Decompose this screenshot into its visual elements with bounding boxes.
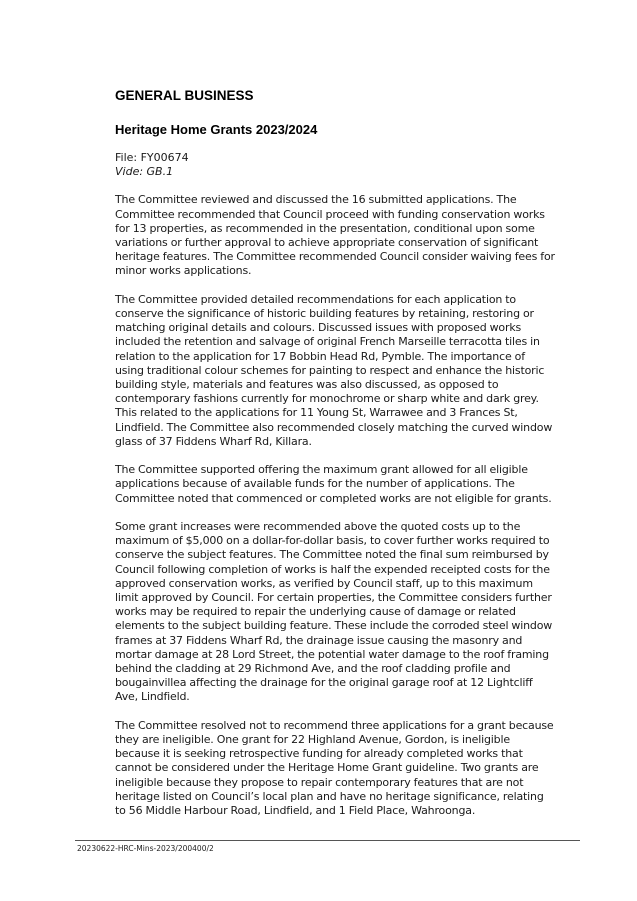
footer-document-reference: 20230622-HRC-Mins-2023/200400/2	[77, 844, 214, 853]
minutes-body	[115, 88, 555, 832]
paragraph-review: The Committee reviewed and discussed the 16 submitted applications. The Committee recommended that Council proceed with funding conservation works for 13 properties, as recommended in the presentation, conditional upon some variations or further approval to achieve appropriate conservation of significant heritage features. The Committee recommended Council consider waiving fees for minor works applications.	[115, 193, 555, 278]
paragraph-maximum-grant: The Committee supported offering the maximum grant allowed for all eligible applications because of available funds for the number of applications. The Committee noted that commenced or completed works are not eligible for grants.	[115, 463, 552, 505]
paragraph-recommendations: The Committee provided detailed recommendations for each application to conserve the significance of historic building features by retaining, restoring or matching original details and colours. Discussed issues with proposed works included the retention and salvage of original French Marseille terracotta tiles in relation to the application for 17 Bobbin Head Rd, Pymble. The importance of using traditional colour schemes for painting to respect and enhance the historic building style, materials and features was also discussed, as opposed to contemporary fashions currently for monochrome or sharp white and dark grey. This related to the applications for 11 Young St, Warrawee and 3 Frances St, Lindfield. The Committee also recommended closely matching the curved window glass of 37 Fiddens Wharf Rd, Killara.	[115, 292, 553, 448]
file-reference: File: FY00674	[115, 151, 189, 164]
section-heading: GENERAL BUSINESS	[115, 88, 254, 103]
footer-divider	[75, 840, 580, 841]
vide-reference: Vide: GB.1	[115, 165, 174, 179]
paragraph-ineligible: The Committee resolved not to recommend three applications for a grant because they are ineligible. One grant for 22 Highland Avenue, Gordon, is ineligible because it is seeking retrospective funding for already completed works that cannot be considered under the Heritage Home Grant guideline. Two grants are ineligible because they propose to repair contemporary features that are not heritage listed on Council’s local plan and have no heritage significance, relating to 56 Middle Harbour Road, Lindfield, and 1 Field Place, Wahroonga.	[115, 718, 554, 818]
paragraph-grant-increases: Some grant increases were recommended above the quoted costs up to the maximum of $5,000 on a dollar-for-dollar basis, to cover further works required to conserve the subject features. The Committee noted the final sum reimbursed by Council following completion of works is half the expended receipted costs for the approved conservation works, as verified by Council staff, up to this maximum limit approved by Council. For certain properties, the Committee considers further works may be required to repair the underlying cause of damage or related elements to the subject building feature. These include the corroded steel window frames at 37 Fiddens Wharf Rd, the drainage issue causing the masonry and mortar damage at 28 Lord Street, the potential water damage to the roof framing behind the cladding at 29 Richmond Ave, and the roof cladding profile and bougainvillea affecting the drainage for the original garage roof at 12 Lightcliff Ave, Lindfield.	[115, 520, 553, 704]
item-title: Heritage Home Grants 2023/2024	[115, 122, 318, 137]
